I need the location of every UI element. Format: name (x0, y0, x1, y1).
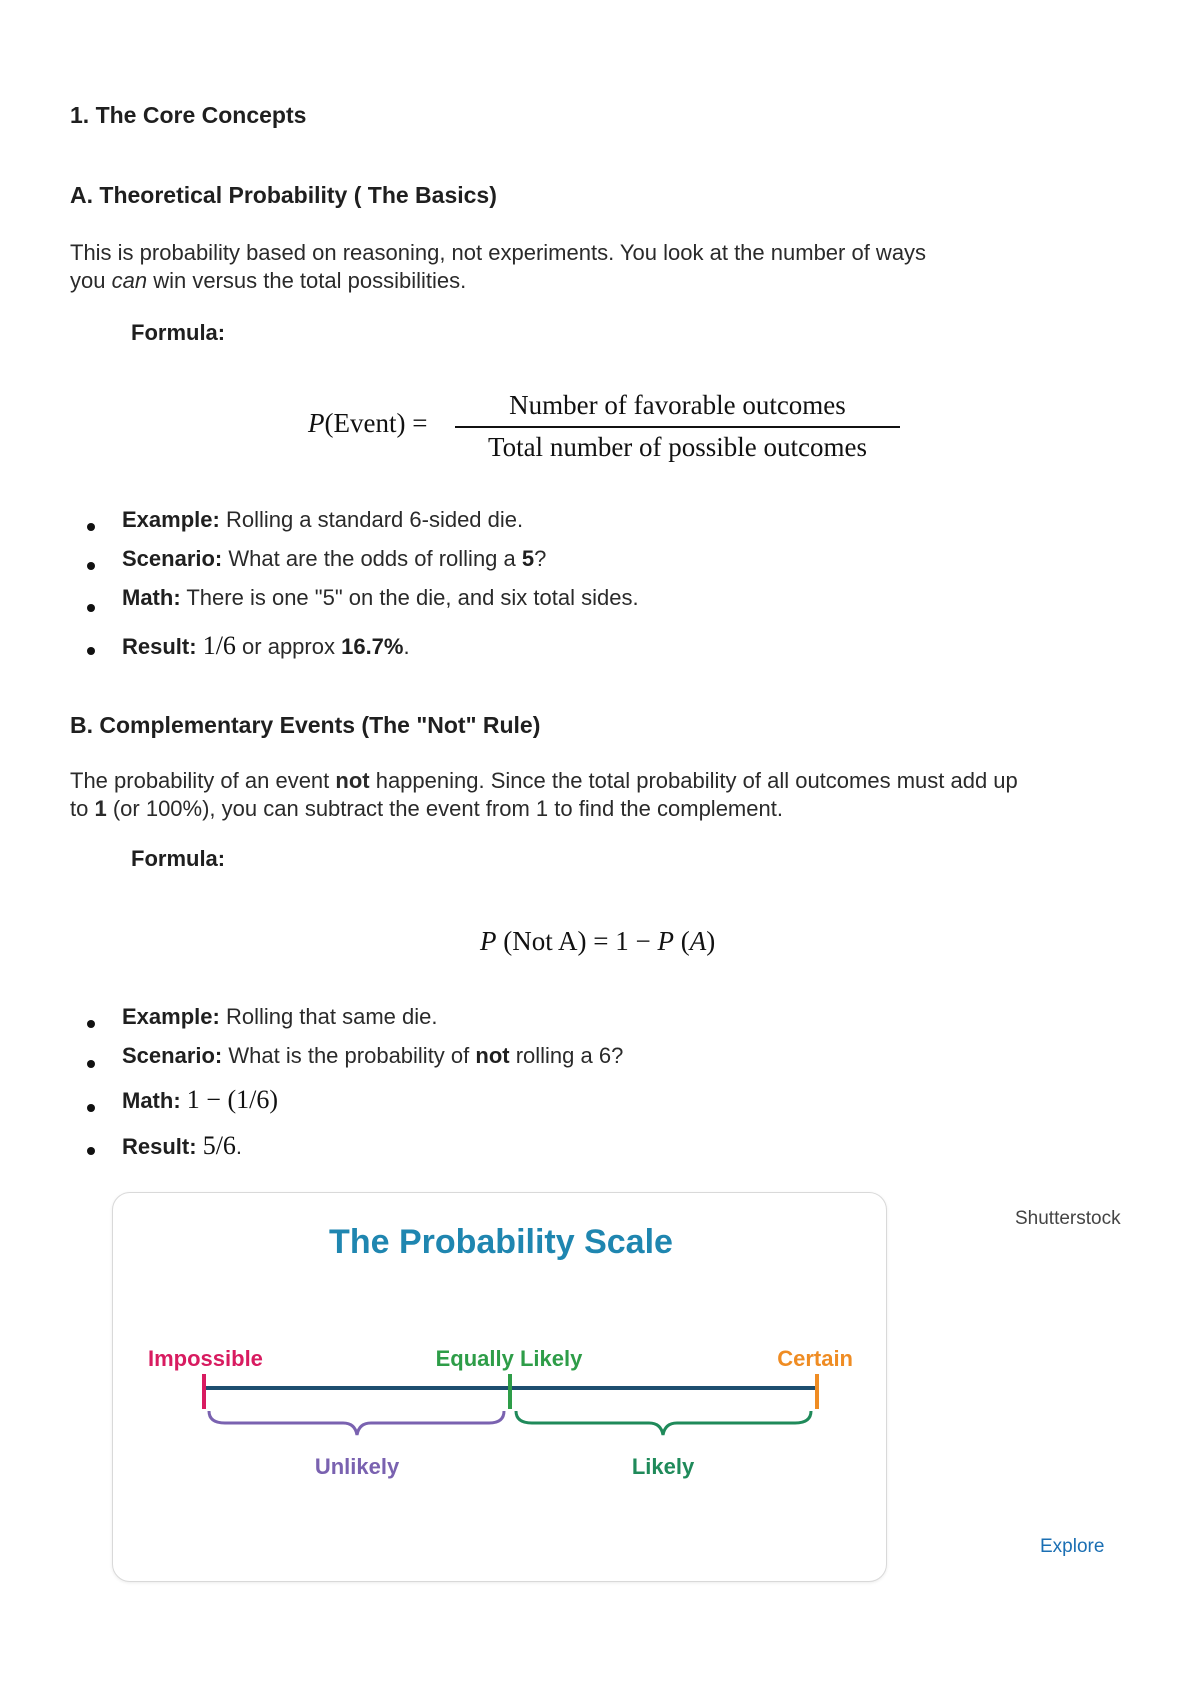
formula-a-numerator: Number of favorable outcomes (509, 390, 846, 420)
section-b-formula-label: Formula: (131, 846, 226, 871)
brace-likely (516, 1411, 811, 1435)
list-item: Example: Rolling a standard 6-sided die. (84, 507, 639, 546)
section-a-paragraph (70, 239, 1130, 295)
probability-scale-diagram (113, 1193, 886, 1581)
image-source-caption: Shutterstock (1015, 1208, 1121, 1229)
formula-a-fraction-bar (455, 426, 900, 428)
label-likely: Likely (631, 1454, 695, 1479)
label-certain: Certain (777, 1346, 853, 1371)
label-equally-likely: Equally Likely (435, 1346, 583, 1371)
brace-unlikely (209, 1411, 504, 1435)
list-item: Result: 1/6 or approx 16.7%. (84, 631, 639, 670)
list-item: Example: Rolling that same die. (84, 1004, 623, 1043)
main-heading: 1. The Core Concepts (70, 102, 307, 128)
section-b-paragraph (70, 767, 1130, 823)
section-a-para-line1: This is probability based on reasoning, not experiments. You look at the number of ways (70, 240, 927, 265)
section-a-bullet-list (84, 507, 639, 670)
formula-a-denominator: Total number of possible outcomes (487, 432, 868, 462)
section-b-para-line1: The probability of an event not happening. Since the total probability of all outcomes must add up (70, 768, 1018, 793)
formula-a-lhs: P(Event) = (308, 408, 428, 438)
section-b-bullet-list (84, 1004, 623, 1170)
list-item: Scenario: What are the odds of rolling a 5? (84, 546, 639, 585)
list-item: Math: There is one "5" on the die, and six total sides. (84, 585, 639, 631)
list-item: Scenario: What is the probability of not rolling a 6? (84, 1043, 623, 1085)
explore-link[interactable]: Explore (1040, 1536, 1105, 1557)
list-item: Result: 5/6. (84, 1131, 623, 1170)
section-b-para-line2: to 1 (or 100%), you can subtract the event from 1 to find the complement. (70, 796, 783, 821)
label-impossible: Impossible (148, 1346, 263, 1371)
figure-title: The Probability Scale (329, 1223, 673, 1261)
list-item: Math: 1 − (1/6) (84, 1085, 623, 1131)
probability-scale-card (112, 1192, 887, 1582)
label-unlikely: Unlikely (314, 1454, 400, 1479)
formula-b: P (Not A) = 1 − P (A) (480, 926, 716, 956)
section-b-heading: B. Complementary Events (The "Not" Rule) (70, 712, 541, 738)
section-a-formula-label: Formula: (131, 320, 226, 345)
section-a-para-line2: you can win versus the total possibilities. (70, 268, 467, 293)
section-a-heading: A. Theoretical Probability ( The Basics) (70, 182, 497, 208)
